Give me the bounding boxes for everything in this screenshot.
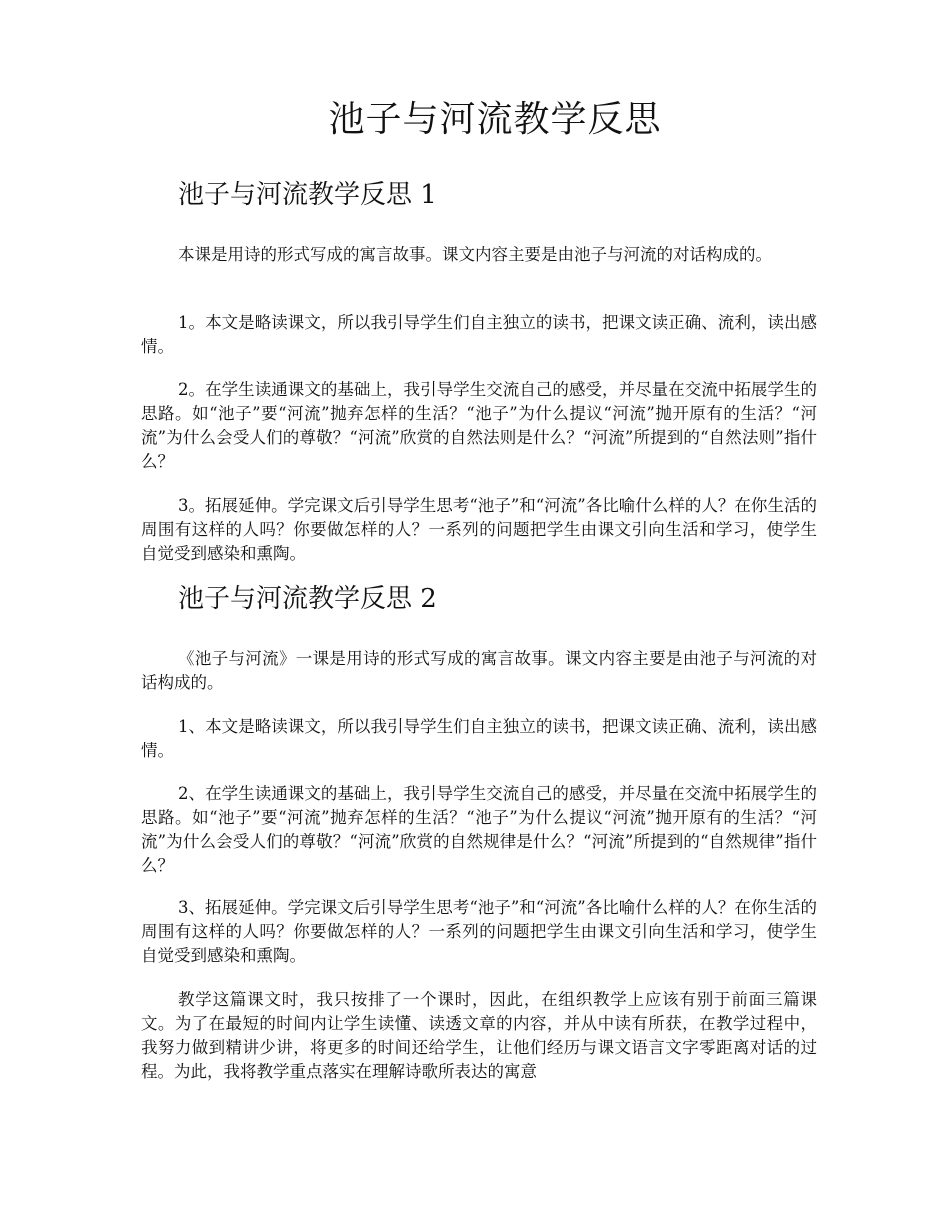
paragraph: 1、本文是略读课文，所以我引导学生们自主独立的读书，把课文读正确、流利，读出感情。: [141, 717, 817, 760]
paragraph: 教学这篇课文时，我只按排了一个课时，因此，在组织教学上应该有别于前面三篇课文。为了在最短的时间内让学生读懂、读透文章的内容，并从中读有所获，在教学过程中，我努力做到精讲少讲，将更多的时间还给学生，让他们经历与课文语言文字零距离对话的过程。为此，我将教学重点落实在理解诗歌所表达的寓意: [141, 990, 817, 1081]
paragraph: 1。本文是略读课文，所以我引导学生们自主独立的读书，把课文读正确、流利，读出感情。: [141, 313, 817, 356]
paragraph: 本课是用诗的形式写成的寓言故事。课文内容主要是由池子与河流的对话构成的。: [178, 245, 772, 264]
section-heading-2: 池子与河流教学反思 2: [178, 584, 437, 614]
document-title: 池子与河流教学反思: [328, 99, 662, 140]
paragraph: 3、拓展延伸。学完课文后引导学生思考“池子”和“河流”各比喻什么样的人？在你生活的周围有这样的人吗？你要做怎样的人？一系列的问题把学生由课文引向生活和学习，使学生自觉受到感染和熏陶。: [141, 898, 817, 965]
section-heading-1: 池子与河流教学反思 1: [178, 180, 437, 210]
paragraph: 《池子与河流》一课是用诗的形式写成的寓言故事。课文内容主要是由池子与河流的对话构成的。: [141, 649, 817, 692]
paragraph: 3。拓展延伸。学完课文后引导学生思考“池子”和“河流”各比喻什么样的人？在你生活的周围有这样的人吗？你要做怎样的人？一系列的问题把学生由课文引向生活和学习，使学生自觉受到感染和熏陶。: [141, 496, 817, 563]
paragraph: 2。在学生读通课文的基础上，我引导学生交流自己的感受，并尽量在交流中拓展学生的思路。如“池子”要“河流”抛弃怎样的生活？“池子”为什么提议“河流”抛开原有的生活？“河流”为什么会受人们的尊敬？“河流”欣赏的自然法则是什么？“河流”所提到的“自然法则”指什么？: [141, 380, 817, 471]
paragraph: 2、在学生读通课文的基础上，我引导学生交流自己的感受，并尽量在交流中拓展学生的思路。如“池子”要“河流”抛弃怎样的生活？“池子”为什么提议“河流”抛开原有的生活？“河流”为什么会受人们的尊敬？“河流”欣赏的自然规律是什么？“河流”所提到的“自然规律”指什么？: [141, 784, 817, 875]
